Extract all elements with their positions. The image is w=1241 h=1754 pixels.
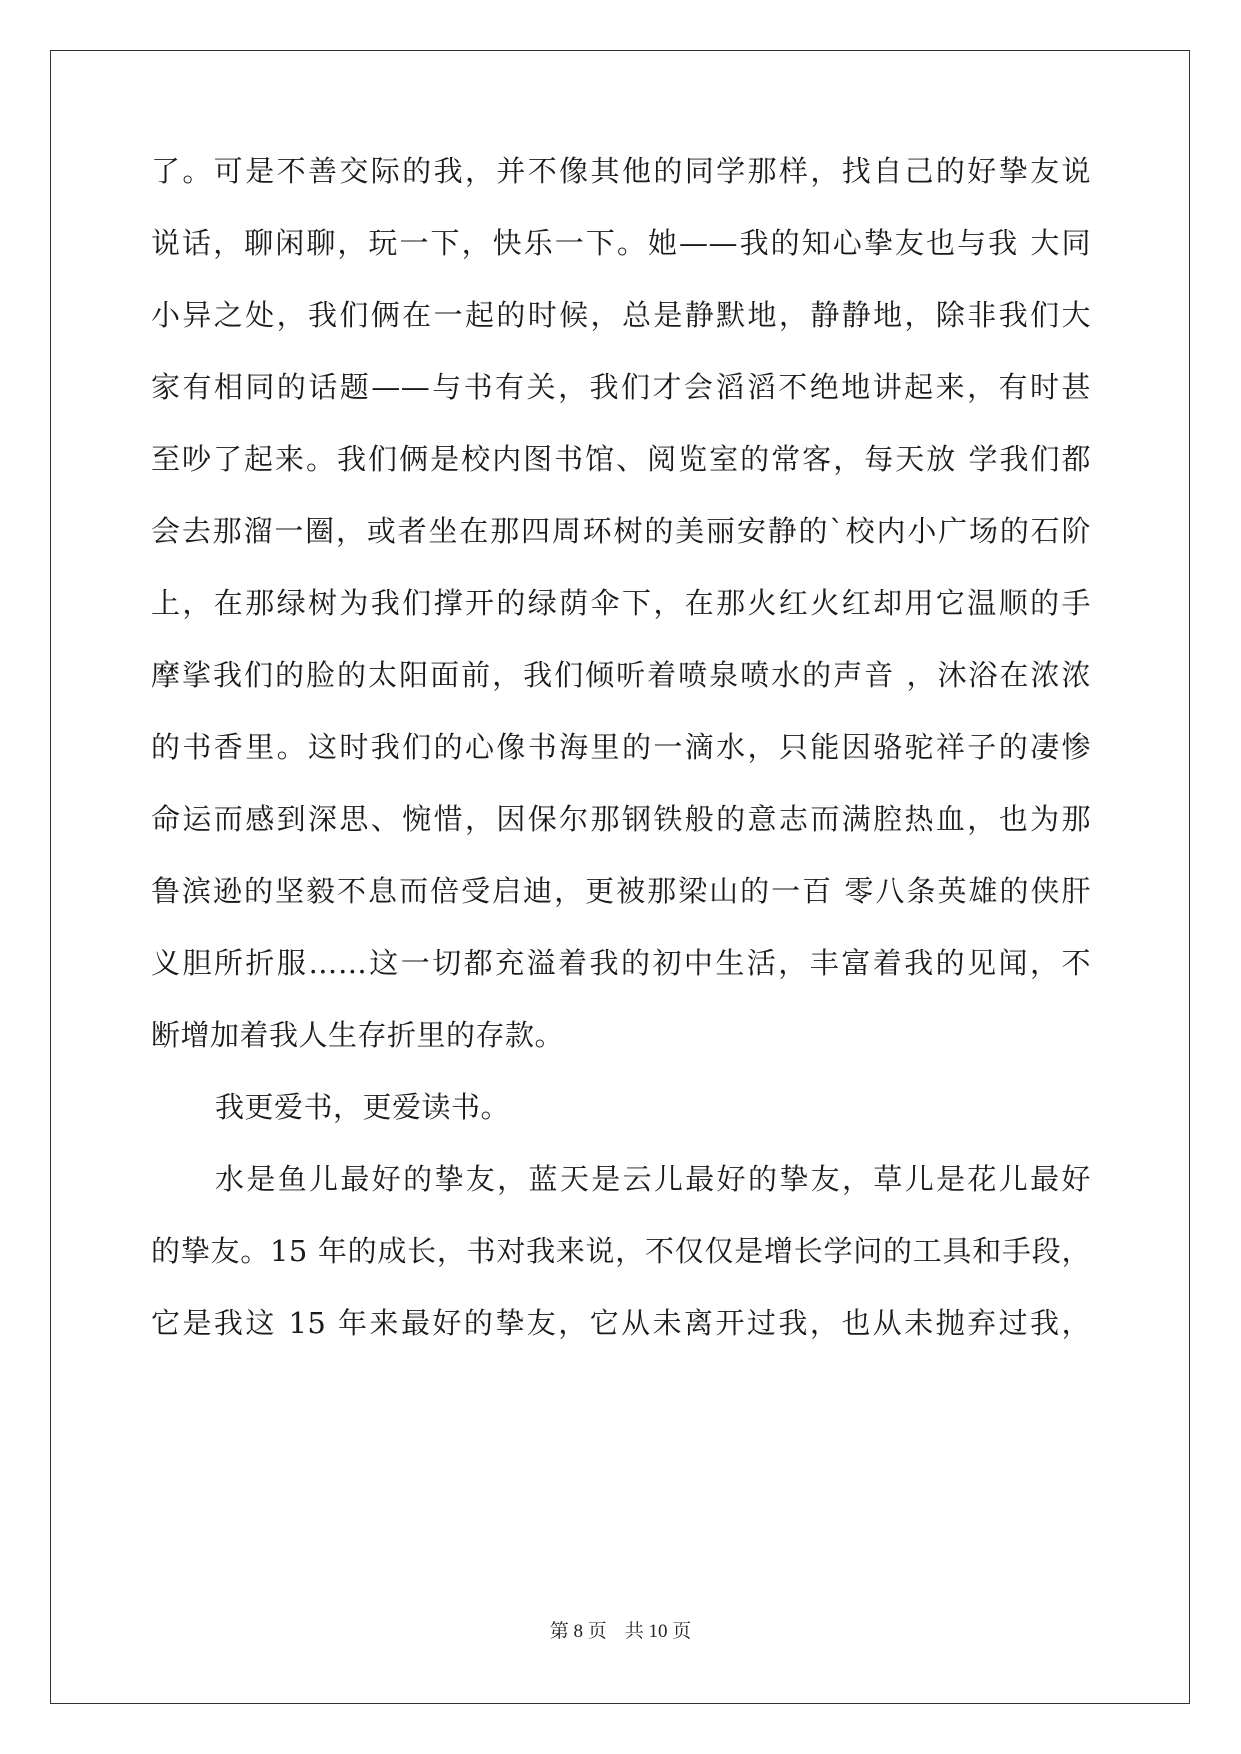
text-line: 说话，聊闲聊，玩一下，快乐一下。她——我的知心挚友也与我 大同	[151, 226, 1091, 260]
text-line: 的挚友。15 年的成长，书对我来说，不仅仅是增长学问的工具和手段，	[151, 1234, 1091, 1268]
paragraph-first-line: 水是鱼儿最好的挚友，蓝天是云儿最好的挚友，草儿是花儿最好	[215, 1162, 1091, 1196]
text-line: 上，在那绿树为我们撑开的绿荫伞下，在那火红火红却用它温顺的手	[151, 586, 1091, 620]
text-line: 鲁滨逊的坚毅不息而倍受启迪，更被那梁山的一百 零八条英雄的侠肝	[151, 874, 1091, 908]
page-number-total: 共 10 页	[624, 1621, 692, 1642]
text-line: 家有相同的话题——与书有关，我们才会滔滔不绝地讲起来，有时甚	[151, 370, 1091, 404]
text-line: 断增加着我人生存折里的存款。	[151, 1018, 565, 1052]
text-line: 至吵了起来。我们俩是校内图书馆、阅览室的常客，每天放 学我们都	[151, 442, 1091, 476]
text-line: 义胆所折服……这一切都充溢着我的初中生活，丰富着我的见闻，不	[151, 946, 1091, 980]
text-line: 摩挲我们的脸的太阳面前，我们倾听着喷泉喷水的声音 ，沐浴在浓浓	[151, 658, 1091, 692]
text-line: 的书香里。这时我们的心像书海里的一滴水，只能因骆驼祥子的凄惨	[151, 730, 1091, 764]
text-line: 了。可是不善交际的我，并不像其他的同学那样，找自己的好挚友说	[151, 154, 1091, 188]
text-line: 会去那溜一圈，或者坐在那四周环树的美丽安静的`校内小广场的石阶	[151, 514, 1091, 548]
page-number-current: 第 8 页	[549, 1621, 607, 1642]
text-line: 命运而感到深思、惋惜，因保尔那钢铁般的意志而满腔热血，也为那	[151, 802, 1091, 836]
paragraph-first-line: 我更爱书，更爱读书。	[215, 1090, 511, 1124]
text-line: 小异之处，我们俩在一起的时候，总是静默地，静静地，除非我们大	[151, 298, 1091, 332]
text-line: 它是我这 15 年来最好的挚友，它从未离开过我，也从未抛弃过我，	[151, 1306, 1091, 1340]
page-footer	[0, 1620, 1241, 1644]
